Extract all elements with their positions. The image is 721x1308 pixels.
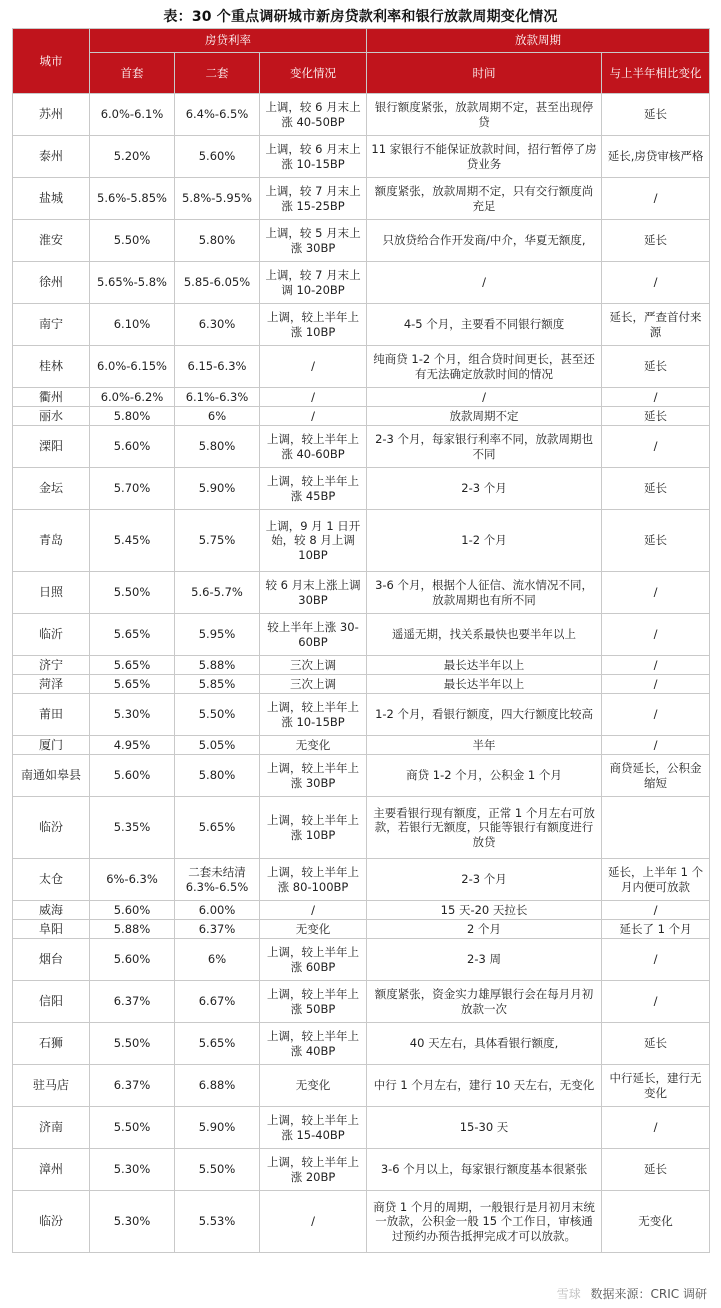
cell-cycle-compare: / xyxy=(602,426,710,468)
cell-rate-change: 上调，9 月 1 日开始，较 8 月上调 10BP xyxy=(260,510,367,572)
cell-first-rate: 5.35% xyxy=(90,797,175,859)
cell-first-rate: 5.20% xyxy=(90,136,175,178)
table-row xyxy=(13,572,710,614)
cell-second-rate: 5.80% xyxy=(175,426,260,468)
cell-rate-change: 上调，较上半年上涨 50BP xyxy=(260,981,367,1023)
cell-first-rate: 5.50% xyxy=(90,1107,175,1149)
cell-first-rate: 6.10% xyxy=(90,304,175,346)
table-row xyxy=(13,94,710,136)
cell-cycle-time: 额度紧张，资金实力雄厚银行会在每月月初放款一次 xyxy=(367,981,602,1023)
cell-rate-change: / xyxy=(260,388,367,407)
cell-cycle-time: 15 天-20 天拉长 xyxy=(367,901,602,920)
loan-rate-table xyxy=(12,28,710,1253)
cell-cycle-compare: 无变化 xyxy=(602,1191,710,1253)
cell-cycle-compare: / xyxy=(602,694,710,736)
cell-cycle-time: 遥遥无期，找关系最快也要半年以上 xyxy=(367,614,602,656)
cell-city: 太仓 xyxy=(13,859,90,901)
table-row xyxy=(13,426,710,468)
cell-cycle-compare: 延长 xyxy=(602,1149,710,1191)
cell-second-rate: 5.60% xyxy=(175,136,260,178)
cell-second-rate: 5.95% xyxy=(175,614,260,656)
cell-city: 威海 xyxy=(13,901,90,920)
table-row xyxy=(13,901,710,920)
cell-second-rate: 6.15-6.3% xyxy=(175,346,260,388)
cell-second-rate: 5.65% xyxy=(175,1023,260,1065)
cell-first-rate: 6.37% xyxy=(90,981,175,1023)
cell-cycle-time: 40 天左右，具体看银行额度, xyxy=(367,1023,602,1065)
cell-cycle-time: 3-6 个月以上，每家银行额度基本很紧张 xyxy=(367,1149,602,1191)
cell-rate-change: 上调，较上半年上涨 10BP xyxy=(260,797,367,859)
cell-city: 石狮 xyxy=(13,1023,90,1065)
cell-cycle-time: 商贷 1 个月的周期，一般银行是月初月末统一放款，公积金一般 15 个工作日，审核通过预约办预告抵押完成才可以放款。 xyxy=(367,1191,602,1253)
cell-cycle-time: 1-2 个月，看银行额度，四大行额度比较高 xyxy=(367,694,602,736)
cell-second-rate: 5.8%-5.95% xyxy=(175,178,260,220)
cell-rate-change: 上调，较上半年上涨 20BP xyxy=(260,1149,367,1191)
table-row xyxy=(13,1065,710,1107)
cell-second-rate: 5.6-5.7% xyxy=(175,572,260,614)
cell-first-rate: 6.0%-6.1% xyxy=(90,94,175,136)
cell-first-rate: 5.60% xyxy=(90,901,175,920)
cell-cycle-time: 银行额度紧张，放款周期不定，甚至出现停贷 xyxy=(367,94,602,136)
cell-first-rate: 5.65% xyxy=(90,614,175,656)
cell-first-rate: 4.95% xyxy=(90,736,175,755)
cell-rate-change: / xyxy=(260,901,367,920)
header-first: 首套 xyxy=(90,53,175,94)
cell-city: 溧阳 xyxy=(13,426,90,468)
cell-second-rate: 6.4%-6.5% xyxy=(175,94,260,136)
cell-second-rate: 二套未结清 6.3%-6.5% xyxy=(175,859,260,901)
cell-first-rate: 5.80% xyxy=(90,407,175,426)
table-row xyxy=(13,675,710,694)
table-row xyxy=(13,694,710,736)
cell-rate-change: 上调，较上半年上涨 10BP xyxy=(260,304,367,346)
cell-second-rate: 5.50% xyxy=(175,694,260,736)
cell-cycle-time: 2-3 个月 xyxy=(367,859,602,901)
cell-city: 丽水 xyxy=(13,407,90,426)
cell-city: 泰州 xyxy=(13,136,90,178)
cell-first-rate: 5.50% xyxy=(90,572,175,614)
cell-city: 济宁 xyxy=(13,656,90,675)
cell-first-rate: 6.0%-6.2% xyxy=(90,388,175,407)
cell-cycle-compare: 延长 xyxy=(602,407,710,426)
table-row xyxy=(13,1023,710,1065)
cell-first-rate: 5.60% xyxy=(90,426,175,468)
cell-rate-change: 三次上调 xyxy=(260,675,367,694)
cell-second-rate: 6.1%-6.3% xyxy=(175,388,260,407)
cell-second-rate: 5.90% xyxy=(175,1107,260,1149)
table-row xyxy=(13,388,710,407)
cell-first-rate: 5.30% xyxy=(90,1191,175,1253)
cell-city: 苏州 xyxy=(13,94,90,136)
cell-cycle-time: 中行 1 个月左右，建行 10 天左右，无变化 xyxy=(367,1065,602,1107)
cell-first-rate: 6.37% xyxy=(90,1065,175,1107)
cell-city: 南通如皋县 xyxy=(13,755,90,797)
cell-rate-change: 上调，较 7 月末上调 10-20BP xyxy=(260,262,367,304)
cell-city: 信阳 xyxy=(13,981,90,1023)
cell-cycle-time: 2-3 个月，每家银行利率不同，放款周期也不同 xyxy=(367,426,602,468)
cell-city: 金坛 xyxy=(13,468,90,510)
cell-first-rate: 5.70% xyxy=(90,468,175,510)
cell-second-rate: 6.37% xyxy=(175,920,260,939)
cell-cycle-compare: / xyxy=(602,901,710,920)
cell-cycle-compare xyxy=(602,797,710,859)
cell-first-rate: 5.30% xyxy=(90,1149,175,1191)
cell-cycle-compare: 延长，上半年 1 个月内便可放款 xyxy=(602,859,710,901)
table-row xyxy=(13,920,710,939)
cell-cycle-time: 3-6 个月，根据个人征信、流水情况不同，放款周期也有所不同 xyxy=(367,572,602,614)
cell-rate-change: 上调，较上半年上涨 80-100BP xyxy=(260,859,367,901)
cell-second-rate: 5.53% xyxy=(175,1191,260,1253)
cell-rate-change: 上调，较上半年上涨 40BP xyxy=(260,1023,367,1065)
cell-first-rate: 6%-6.3% xyxy=(90,859,175,901)
header-change: 变化情况 xyxy=(260,53,367,94)
cell-first-rate: 5.65%-5.8% xyxy=(90,262,175,304)
cell-first-rate: 5.6%-5.85% xyxy=(90,178,175,220)
cell-city: 济南 xyxy=(13,1107,90,1149)
cell-city: 莆田 xyxy=(13,694,90,736)
table-row xyxy=(13,939,710,981)
cell-cycle-compare: / xyxy=(602,262,710,304)
table-row xyxy=(13,736,710,755)
cell-rate-change: / xyxy=(260,1191,367,1253)
cell-cycle-time: 放款周期不定 xyxy=(367,407,602,426)
cell-second-rate: 6.00% xyxy=(175,901,260,920)
cell-city: 临汾 xyxy=(13,797,90,859)
cell-second-rate: 6.88% xyxy=(175,1065,260,1107)
cell-cycle-compare: 延长 xyxy=(602,468,710,510)
source-note: 数据来源：CRIC 调研 xyxy=(590,1287,707,1301)
table-row xyxy=(13,1191,710,1253)
cell-rate-change: 上调，较上半年上涨 15-40BP xyxy=(260,1107,367,1149)
cell-second-rate: 6% xyxy=(175,407,260,426)
cell-second-rate: 6.30% xyxy=(175,304,260,346)
cell-city: 日照 xyxy=(13,572,90,614)
cell-cycle-compare: 延长 xyxy=(602,510,710,572)
cell-city: 徐州 xyxy=(13,262,90,304)
cell-first-rate: 5.50% xyxy=(90,1023,175,1065)
cell-second-rate: 5.65% xyxy=(175,797,260,859)
cell-first-rate: 5.60% xyxy=(90,755,175,797)
cell-city: 菏泽 xyxy=(13,675,90,694)
table-body xyxy=(13,94,710,1253)
cell-cycle-compare: / xyxy=(602,981,710,1023)
cell-cycle-compare: 延长了 1 个月 xyxy=(602,920,710,939)
cell-cycle-time: 1-2 个月 xyxy=(367,510,602,572)
table-row xyxy=(13,981,710,1023)
cell-cycle-compare: / xyxy=(602,572,710,614)
cell-rate-change: 较上半年上涨 30-60BP xyxy=(260,614,367,656)
cell-cycle-time: 纯商贷 1-2 个月，组合贷时间更长，甚至还有无法确定放款时间的情况 xyxy=(367,346,602,388)
table-row xyxy=(13,178,710,220)
header-compare: 与上半年相比变化 xyxy=(602,53,710,94)
cell-second-rate: 5.50% xyxy=(175,1149,260,1191)
cell-rate-change: 无变化 xyxy=(260,920,367,939)
cell-city: 临沂 xyxy=(13,614,90,656)
table-row xyxy=(13,136,710,178)
cell-cycle-time: 主要看银行现有额度，正常 1 个月左右可放款，若银行无额度，只能等银行有额度进行放贷 xyxy=(367,797,602,859)
cell-rate-change: / xyxy=(260,407,367,426)
table-row xyxy=(13,755,710,797)
cell-city: 青岛 xyxy=(13,510,90,572)
cell-first-rate: 5.65% xyxy=(90,656,175,675)
cell-second-rate: 5.90% xyxy=(175,468,260,510)
cell-city: 临汾 xyxy=(13,1191,90,1253)
cell-cycle-compare: / xyxy=(602,614,710,656)
cell-city: 漳州 xyxy=(13,1149,90,1191)
cell-rate-change: 上调，较上半年上涨 45BP xyxy=(260,468,367,510)
cell-cycle-time: 只放贷给合作开发商/中介，华夏无额度, xyxy=(367,220,602,262)
cell-rate-change: 上调，较上半年上涨 40-60BP xyxy=(260,426,367,468)
table-row xyxy=(13,220,710,262)
cell-rate-change: 较 6 月末上涨上调 30BP xyxy=(260,572,367,614)
table-row xyxy=(13,262,710,304)
cell-city: 淮安 xyxy=(13,220,90,262)
cell-second-rate: 5.05% xyxy=(175,736,260,755)
cell-second-rate: 5.85-6.05% xyxy=(175,262,260,304)
cell-city: 南宁 xyxy=(13,304,90,346)
cell-cycle-time: 11 家银行不能保证放款时间，招行暂停了房贷业务 xyxy=(367,136,602,178)
header-cycle-group: 放款周期 xyxy=(367,29,710,53)
cell-rate-change: 三次上调 xyxy=(260,656,367,675)
footer xyxy=(557,1285,707,1302)
table-row xyxy=(13,797,710,859)
table-row xyxy=(13,1107,710,1149)
cell-cycle-compare: 中行延长，建行无变化 xyxy=(602,1065,710,1107)
cell-cycle-time: 最长达半年以上 xyxy=(367,675,602,694)
cell-rate-change: 上调，较 6 月末上涨 10-15BP xyxy=(260,136,367,178)
cell-first-rate: 5.65% xyxy=(90,675,175,694)
cell-cycle-compare: 延长 xyxy=(602,94,710,136)
cell-cycle-compare: 延长 xyxy=(602,220,710,262)
table-row xyxy=(13,346,710,388)
cell-rate-change: 无变化 xyxy=(260,736,367,755)
header-rate-group: 房贷利率 xyxy=(90,29,367,53)
cell-cycle-compare: 商贷延长，公积金缩短 xyxy=(602,755,710,797)
cell-rate-change: / xyxy=(260,346,367,388)
header-second: 二套 xyxy=(175,53,260,94)
cell-first-rate: 5.60% xyxy=(90,939,175,981)
table-row xyxy=(13,656,710,675)
cell-cycle-time: 2-3 个月 xyxy=(367,468,602,510)
cell-city: 阜阳 xyxy=(13,920,90,939)
cell-cycle-time: 2-3 周 xyxy=(367,939,602,981)
cell-rate-change: 上调，较 7 月末上涨 15-25BP xyxy=(260,178,367,220)
cell-rate-change: 上调，较上半年上涨 30BP xyxy=(260,755,367,797)
cell-cycle-time: 15-30 天 xyxy=(367,1107,602,1149)
table-row xyxy=(13,304,710,346)
cell-second-rate: 5.85% xyxy=(175,675,260,694)
table-row xyxy=(13,859,710,901)
cell-first-rate: 5.45% xyxy=(90,510,175,572)
cell-cycle-compare: 延长,房贷审核严格 xyxy=(602,136,710,178)
cell-cycle-compare: / xyxy=(602,736,710,755)
cell-cycle-time: / xyxy=(367,388,602,407)
cell-second-rate: 5.88% xyxy=(175,656,260,675)
cell-second-rate: 5.80% xyxy=(175,755,260,797)
cell-cycle-time: 2 个月 xyxy=(367,920,602,939)
cell-first-rate: 5.50% xyxy=(90,220,175,262)
cell-city: 厦门 xyxy=(13,736,90,755)
cell-rate-change: 上调，较上半年上涨 60BP xyxy=(260,939,367,981)
table-row xyxy=(13,510,710,572)
cell-cycle-compare: / xyxy=(602,178,710,220)
cell-second-rate: 5.80% xyxy=(175,220,260,262)
cell-cycle-compare: / xyxy=(602,1107,710,1149)
table-row xyxy=(13,1149,710,1191)
cell-city: 盐城 xyxy=(13,178,90,220)
cell-first-rate: 5.88% xyxy=(90,920,175,939)
cell-rate-change: 无变化 xyxy=(260,1065,367,1107)
cell-first-rate: 6.0%-6.15% xyxy=(90,346,175,388)
table-row xyxy=(13,468,710,510)
cell-city: 驻马店 xyxy=(13,1065,90,1107)
cell-rate-change: 上调，较 6 月末上涨 40-50BP xyxy=(260,94,367,136)
cell-cycle-compare: / xyxy=(602,388,710,407)
cell-city: 烟台 xyxy=(13,939,90,981)
cell-cycle-time: 半年 xyxy=(367,736,602,755)
cell-cycle-time: 额度紧张，放款周期不定，只有交行额度尚充足 xyxy=(367,178,602,220)
cell-city: 桂林 xyxy=(13,346,90,388)
cell-second-rate: 6% xyxy=(175,939,260,981)
table-row xyxy=(13,407,710,426)
table-row xyxy=(13,614,710,656)
cell-city: 衢州 xyxy=(13,388,90,407)
table-title: 表：30 个重点调研城市新房贷款利率和银行放款周期变化情况 xyxy=(163,9,558,25)
cell-cycle-compare: 延长 xyxy=(602,1023,710,1065)
cell-first-rate: 5.30% xyxy=(90,694,175,736)
cell-second-rate: 6.67% xyxy=(175,981,260,1023)
header-time: 时间 xyxy=(367,53,602,94)
header-city: 城市 xyxy=(13,29,90,94)
cell-rate-change: 上调，较 5 月末上涨 30BP xyxy=(260,220,367,262)
cell-second-rate: 5.75% xyxy=(175,510,260,572)
cell-cycle-compare: 延长 xyxy=(602,346,710,388)
cell-cycle-compare: 延长，严查首付来源 xyxy=(602,304,710,346)
cell-rate-change: 上调，较上半年上涨 10-15BP xyxy=(260,694,367,736)
cell-cycle-time: 4-5 个月，主要看不同银行额度 xyxy=(367,304,602,346)
cell-cycle-compare: / xyxy=(602,656,710,675)
watermark: 雪球 xyxy=(556,1287,581,1301)
cell-cycle-time: 最长达半年以上 xyxy=(367,656,602,675)
cell-cycle-compare: / xyxy=(602,939,710,981)
cell-cycle-time: 商贷 1-2 个月，公积金 1 个月 xyxy=(367,755,602,797)
cell-cycle-time: / xyxy=(367,262,602,304)
cell-cycle-compare: / xyxy=(602,675,710,694)
